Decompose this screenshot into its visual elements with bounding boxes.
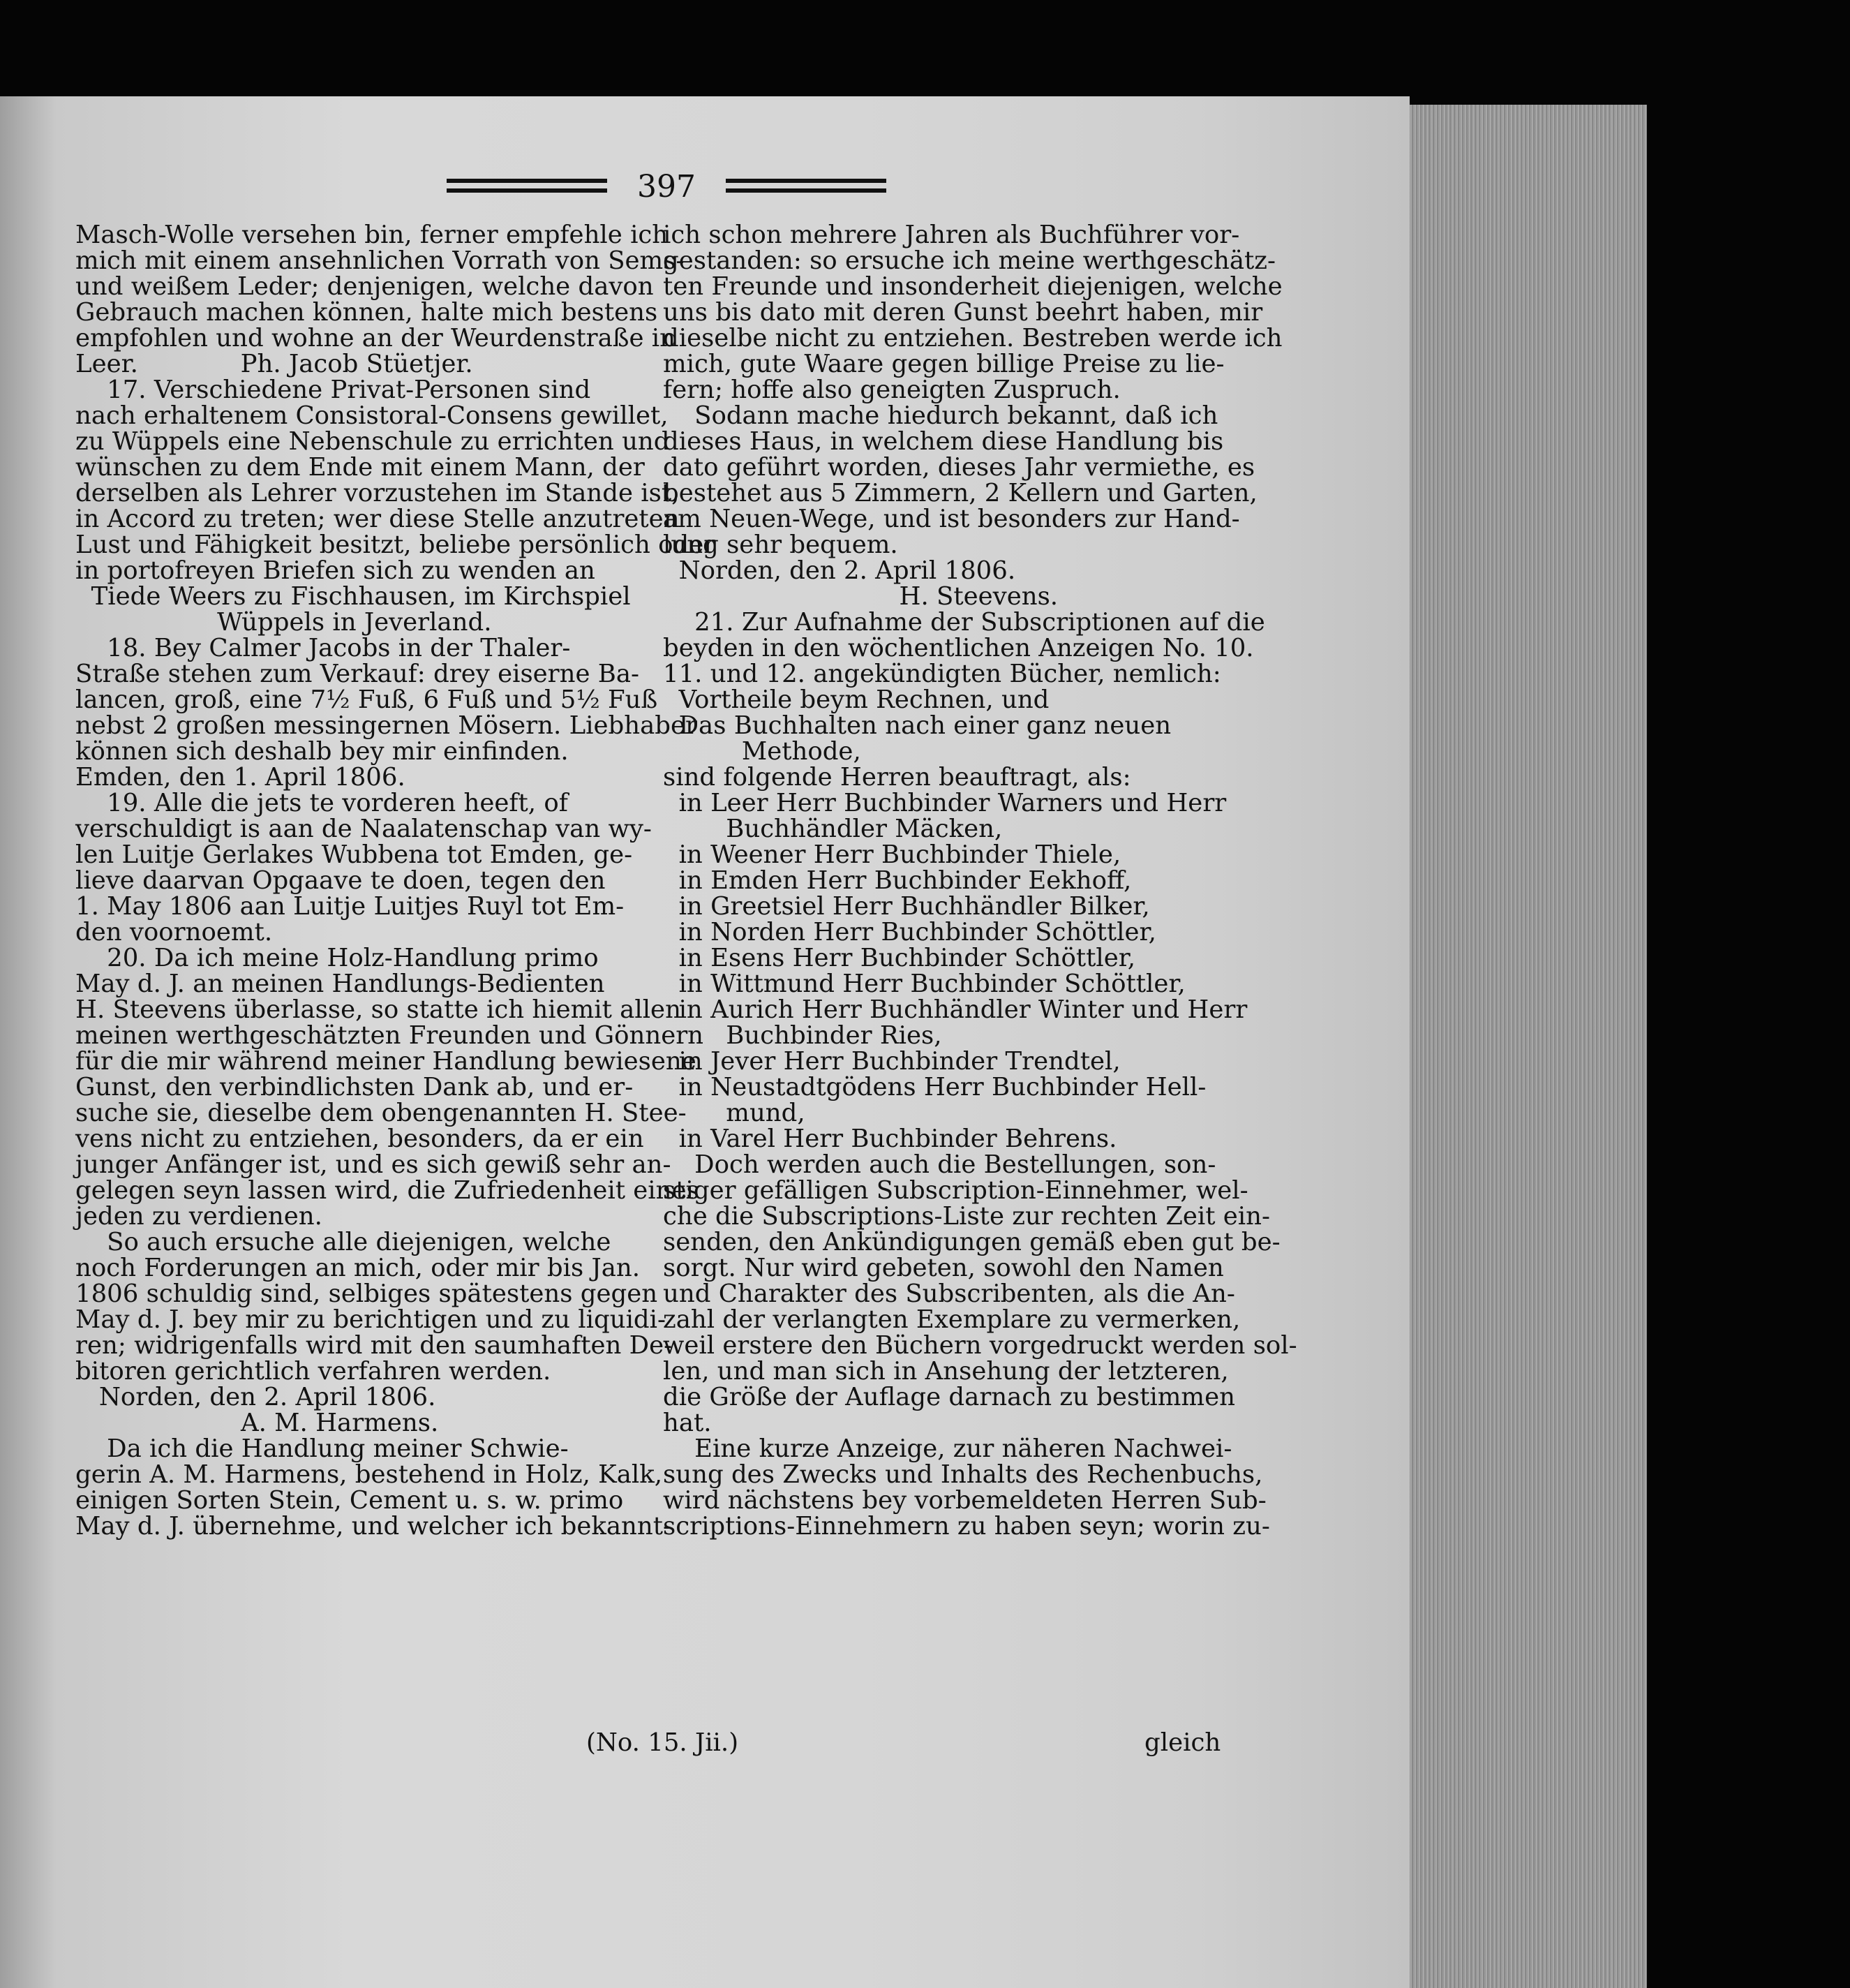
text-line: 11. und 12. angekündigten Bücher, nemlich: bbox=[663, 660, 1221, 688]
text-line: Gebrauch machen können, halte mich bestens bbox=[75, 298, 658, 327]
text-line: bestehet aus 5 Zimmern, 2 Kellern und Garten, bbox=[663, 479, 1258, 507]
text-line: uns bis dato mit deren Gunst beehrt haben, mir bbox=[663, 298, 1263, 327]
text-line: 1. May 1806 aan Luitje Luitjes Ruyl tot Em- bbox=[75, 892, 625, 921]
text-line: noch Forderungen an mich, oder mir bis Jan. bbox=[75, 1254, 641, 1282]
text-line: Vortheile beym Rechnen, und bbox=[663, 685, 1050, 714]
text-line: hat. bbox=[663, 1409, 712, 1437]
text-line: Leer. Ph. Jacob Stüetjer. bbox=[75, 350, 473, 378]
text-line: und Charakter des Subscribenten, als die An- bbox=[663, 1279, 1235, 1308]
text-line: am Neuen-Wege, und ist besonders zur Hand- bbox=[663, 505, 1240, 533]
text-line: A. M. Harmens. bbox=[75, 1409, 439, 1437]
text-line: H. Steevens. bbox=[663, 582, 1059, 611]
text-line: len Luitje Gerlakes Wubbena tot Emden, ge- bbox=[75, 840, 633, 869]
text-line: in Esens Herr Buchbinder Schöttler, bbox=[663, 944, 1136, 972]
text-line: ten Freunde und insonderheit diejenigen, welche bbox=[663, 272, 1283, 301]
text-line: scriptions-Einnehmern zu haben seyn; worin zu- bbox=[663, 1512, 1270, 1541]
text-line: in portofreyen Briefen sich zu wenden an bbox=[75, 556, 595, 585]
text-line: derselben als Lehrer vorzustehen im Stande ist, bbox=[75, 479, 680, 507]
text-line: Doch werden auch die Bestellungen, son- bbox=[663, 1150, 1216, 1179]
text-line: gelegen seyn lassen wird, die Zufriedenheit eines bbox=[75, 1176, 699, 1205]
text-line: nach erhaltenem Consistoral-Consens gewillet, bbox=[75, 401, 669, 430]
text-line: in Norden Herr Buchbinder Schöttler, bbox=[663, 918, 1156, 947]
text-line: einigen Sorten Stein, Cement u. s. w. primo bbox=[75, 1486, 624, 1515]
text-line: zu Wüppels eine Nebenschule zu errichten und bbox=[75, 427, 670, 456]
text-line: lung sehr bequem. bbox=[663, 531, 898, 559]
text-line: Wüppels in Jeverland. bbox=[75, 608, 492, 637]
text-line: sung des Zwecks und Inhalts des Rechenbuchs, bbox=[663, 1460, 1263, 1489]
page-fore-edge bbox=[1410, 105, 1647, 1988]
text-line: in Varel Herr Buchbinder Behrens. bbox=[663, 1125, 1117, 1153]
text-line: lancen, groß, eine 7½ Fuß, 6 Fuß und 5½ Fuß bbox=[75, 685, 658, 714]
text-line: mich, gute Waare gegen billige Preise zu lie- bbox=[663, 350, 1225, 378]
text-line: in Greetsiel Herr Buchhändler Bilker, bbox=[663, 892, 1150, 921]
text-line: 21. Zur Aufnahme der Subscriptionen auf die bbox=[663, 608, 1265, 637]
text-line: Emden, den 1. April 1806. bbox=[75, 763, 405, 792]
page-header bbox=[447, 168, 886, 209]
page-footer bbox=[586, 1730, 1263, 1758]
text-line: die Größe der Auflage darnach zu bestimmen bbox=[663, 1383, 1235, 1411]
text-line: 1806 schuldig sind, selbiges spätestens gegen bbox=[75, 1279, 658, 1308]
text-line: meinen werthgeschätzten Freunden und Gönnern bbox=[75, 1021, 704, 1050]
text-line: und weißem Leder; denjenigen, welche davon bbox=[75, 272, 654, 301]
text-line: Gunst, den verbindlichsten Dank ab, und er- bbox=[75, 1073, 634, 1101]
text-line: in Neustadtgödens Herr Buchbinder Hell- bbox=[663, 1073, 1207, 1101]
text-line: fern; hoffe also geneigten Zuspruch. bbox=[663, 376, 1121, 404]
text-line: 18. Bey Calmer Jacobs in der Thaler- bbox=[75, 634, 571, 662]
text-line: Norden, den 2. April 1806. bbox=[663, 556, 1016, 585]
text-line: ren; widrigenfalls wird mit den saumhaften De- bbox=[75, 1331, 673, 1360]
text-line: in Jever Herr Buchbinder Trendtel, bbox=[663, 1047, 1121, 1076]
text-line: May d. J. übernehme, und welcher ich bekannt- bbox=[75, 1512, 672, 1541]
text-line: dieses Haus, in welchem diese Handlung bis bbox=[663, 427, 1224, 456]
text-line: jeden zu verdienen. bbox=[75, 1202, 322, 1231]
text-line: nebst 2 großen messingernen Mösern. Liebhaber bbox=[75, 711, 697, 740]
text-line: senden, den Ankündigungen gemäß eben gut be- bbox=[663, 1228, 1281, 1256]
text-line: bitoren gerichtlich verfahren werden. bbox=[75, 1357, 551, 1386]
text-line: in Wittmund Herr Buchbinder Schöttler, bbox=[663, 970, 1186, 998]
page-number: 397 bbox=[637, 169, 696, 205]
text-line: wünschen zu dem Ende mit einem Mann, der bbox=[75, 453, 645, 482]
text-line: Sodann mache hiedurch bekannt, daß ich bbox=[663, 401, 1218, 430]
text-line: Das Buchhalten nach einer ganz neuen bbox=[663, 711, 1172, 740]
text-line: junger Anfänger ist, und es sich gewiß sehr an- bbox=[75, 1150, 671, 1179]
text-line: Eine kurze Anzeige, zur näheren Nachwei- bbox=[663, 1434, 1232, 1463]
text-line: in Emden Herr Buchbinder Eekhoff, bbox=[663, 866, 1132, 895]
text-line: stiger gefälligen Subscription-Einnehmer, wel- bbox=[663, 1176, 1248, 1205]
text-line: che die Subscriptions-Liste zur rechten Zeit ein- bbox=[663, 1202, 1271, 1231]
text-line: 17. Verschiedene Privat-Personen sind bbox=[75, 376, 591, 404]
text-line: lieve daarvan Opgaave te doen, tegen den bbox=[75, 866, 606, 895]
text-line: H. Steevens überlasse, so statte ich hiemit allen bbox=[75, 995, 681, 1024]
text-line: mich mit einem ansehnlichen Vorrath von Sems- bbox=[75, 246, 685, 275]
text-line: May d. J. an meinen Handlungs-Bedienten bbox=[75, 970, 605, 998]
text-line: ich schon mehrere Jahren als Buchführer vor- bbox=[663, 221, 1240, 249]
text-line: sind folgende Herren beauftragt, als: bbox=[663, 763, 1131, 792]
text-line: Tiede Weers zu Fischhausen, im Kirchspiel bbox=[75, 582, 631, 611]
text-line: weil erstere den Büchern vorgedruckt werden sol- bbox=[663, 1331, 1297, 1360]
text-line: Straße stehen zum Verkauf: drey eiserne Ba- bbox=[75, 660, 640, 688]
text-line: 19. Alle die jets te vorderen heeft, of bbox=[75, 789, 568, 817]
text-line: Masch-Wolle versehen bin, ferner empfehle ich bbox=[75, 221, 669, 249]
text-line: Da ich die Handlung meiner Schwie- bbox=[75, 1434, 569, 1463]
text-line: Lust und Fähigkeit besitzt, beliebe persönlich oder bbox=[75, 531, 716, 559]
text-line: dato geführt worden, dieses Jahr vermiethe, es bbox=[663, 453, 1255, 482]
text-line: verschuldigt is aan de Naalatenschap van wy- bbox=[75, 815, 652, 843]
text-line: 20. Da ich meine Holz-Handlung primo bbox=[75, 944, 599, 972]
text-line: Buchhändler Mäcken, bbox=[663, 815, 1003, 843]
text-line: Norden, den 2. April 1806. bbox=[75, 1383, 436, 1411]
text-line: suche sie, dieselbe dem obengenannten H. Stee- bbox=[75, 1099, 687, 1127]
text-line: gestanden: so ersuche ich meine werthgeschätz- bbox=[663, 246, 1276, 275]
text-line: sorgt. Nur wird gebeten, sowohl den Namen bbox=[663, 1254, 1224, 1282]
text-line: vens nicht zu entziehen, besonders, da er ein bbox=[75, 1125, 644, 1153]
text-line: in Leer Herr Buchbinder Warners und Herr bbox=[663, 789, 1227, 817]
text-line: in Weener Herr Buchbinder Thiele, bbox=[663, 840, 1121, 869]
text-line: Buchbinder Ries, bbox=[663, 1021, 942, 1050]
signature-mark: (No. 15. Jii.) bbox=[586, 1728, 739, 1757]
text-line: in Aurich Herr Buchhändler Winter und Herr bbox=[663, 995, 1248, 1024]
text-line: So auch ersuche alle diejenigen, welche bbox=[75, 1228, 611, 1256]
catchword: gleich bbox=[1144, 1728, 1221, 1757]
text-line: können sich deshalb bey mir einfinden. bbox=[75, 737, 569, 766]
header-rule-right bbox=[726, 175, 886, 195]
text-line: mund, bbox=[663, 1099, 805, 1127]
text-line: den voornoemt. bbox=[75, 918, 273, 947]
text-line: für die mir während meiner Handlung bewiesene bbox=[75, 1047, 696, 1076]
text-line: beyden in den wöchentlichen Anzeigen No. 10. bbox=[663, 634, 1254, 662]
text-line: in Accord zu treten; wer diese Stelle anzutreten bbox=[75, 505, 680, 533]
text-line: zahl der verlangten Exemplare zu vermerken, bbox=[663, 1305, 1241, 1334]
text-line: Methode, bbox=[663, 737, 861, 766]
text-line: May d. J. bey mir zu berichtigen und zu liquidi- bbox=[75, 1305, 666, 1334]
text-line: empfohlen und wohne an der Weurdenstraße in bbox=[75, 324, 676, 353]
right-column bbox=[663, 221, 1297, 1541]
text-line: wird nächstens bey vorbemeldeten Herren Sub- bbox=[663, 1486, 1267, 1515]
text-line: dieselbe nicht zu entziehen. Bestreben werde ich bbox=[663, 324, 1283, 353]
text-line: gerin A. M. Harmens, bestehend in Holz, Kalk, bbox=[75, 1460, 663, 1489]
text-line: len, und man sich in Ansehung der letzteren, bbox=[663, 1357, 1229, 1386]
